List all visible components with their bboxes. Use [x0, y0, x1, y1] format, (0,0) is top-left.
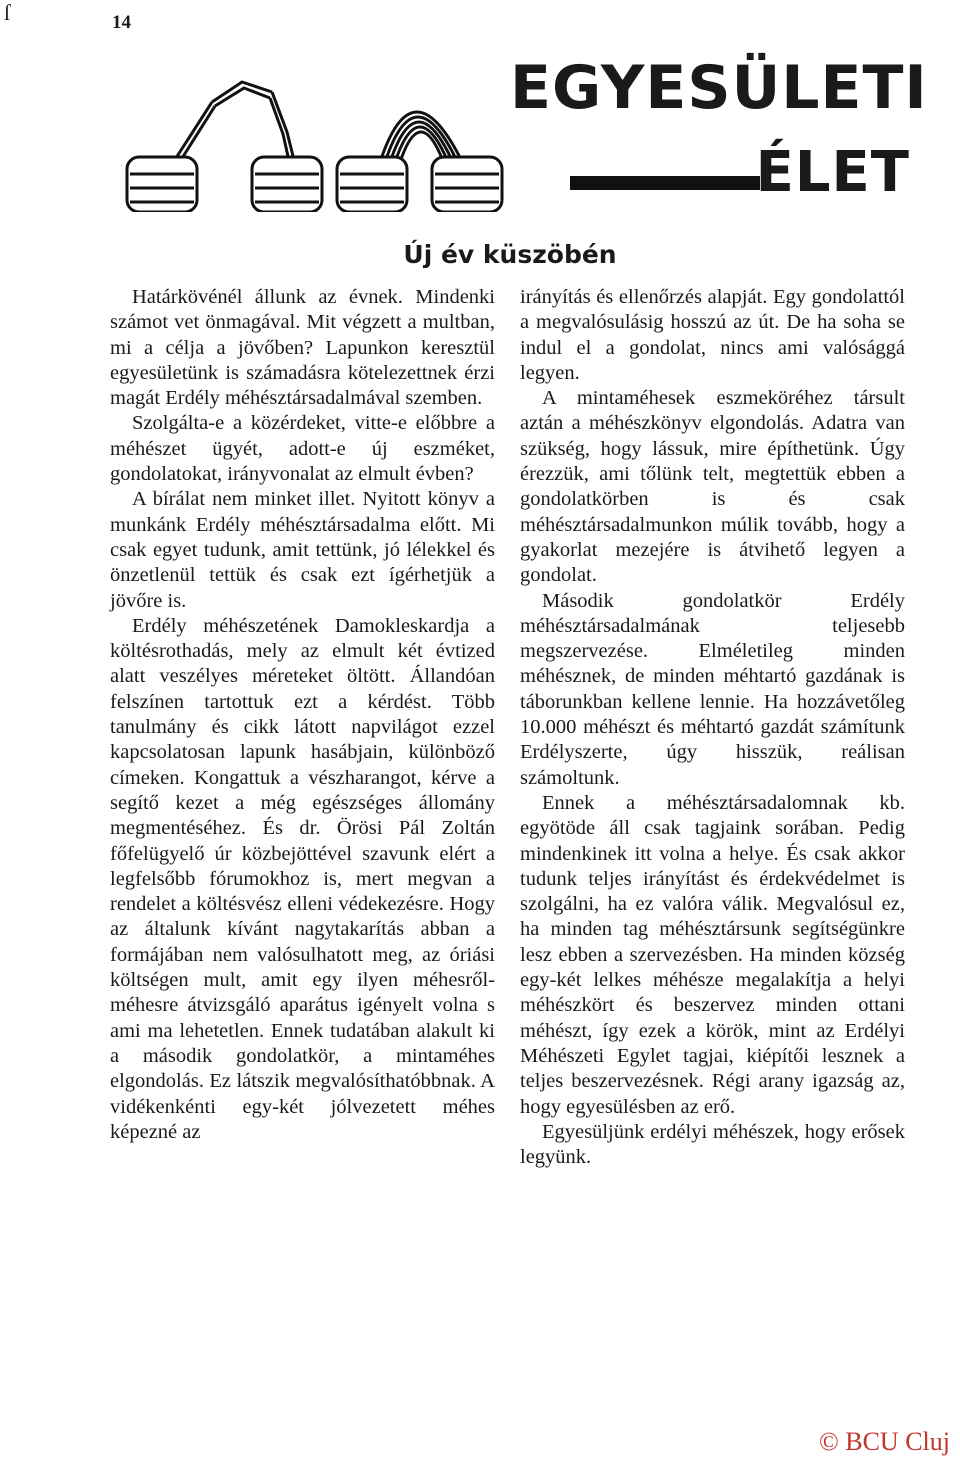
section-title-line-2-wrap — [570, 140, 910, 205]
section-title-line-2: ÉLET — [755, 140, 910, 205]
section-title-line-1: EGYESÜLETI — [510, 53, 928, 123]
paragraph: Egyesüljünk erdélyi méhészek, hogy erősek legyünk. — [520, 1120, 905, 1169]
paragraph: Erdély méhészetének Damokleskardja a költésrothadás, mely az elmult két évtized alatt veszélyes méreteket öltött. Állandóan felszínen tartottuk ezt a kérdést. Több tanulmány és cikk látott napvilágot ezzel kapcsolatosan lapunk hasábjain, különböző címeken. Kongattuk a vészharangot, kérve a segítő kezet a még egészséges állomány megmentéséhez. És dr. Örösi Pál Zoltán főfelügyelő úr közbejöttével szavunk elért a legfelsőbb fórumokhoz is, mert megvan a rendelet a költésvész elleni védekezésre. Hogy az általunk kívánt nagytakarítás abban a formájában nem valósulhatott meg, az óriási költségen mult, amit egy ilyen méhesről-méhesre átvizsgáló aparátus igényelt volna s ami ma lehetetlen. Ennek tudatában alakult ki a második gondolatkör, a mintaméhes elgondolás. Ez látszik megvalósíthatóbbnak. A vidékenkénti egy-két jólvezetett méhes képezné az — [110, 614, 495, 1143]
paragraph: irányítás és ellenőrzés alapját. Egy gondolattól a megvalósulásig hosszú az út. De ha soha se indul el a gondolat, nincs ami valósággá legyen. — [520, 286, 905, 384]
paragraph: Ennek a méhésztársadalomnak kb. egyötöde áll csak tagjaink sorában. Pedig mindenkinek itt volna a helye. És csak akkor tudunk teljes irányítást és érdekvédelmet is szolgálni, ha ez valóra válik. Megvalósul ez, ha minden tag méhésztársunk segítségünkre lesz ebben a szervezésben. Ha minden község egy-két lelkes méhésze megalakítja a helyi méhészkört és beszervez minden ottani méhészt, így ezek a körök, mint az Erdélyi Méhészeti Egylet tagjai, kiépítői lesznek a teljes beszervezésnek. Régi arany igazság az, hogy egyesülésben az erő. — [520, 791, 905, 1118]
paragraph: A bírálat nem minket illet. Nyitott könyv a munkánk Erdély méhésztársadalma előtt. Mi csak egyet tudunk, amit tettünk, jó lélekkel és önzetlenül tettük és csak ezt ígérhetjük a jövőre is. — [110, 488, 495, 612]
article-column-right — [520, 285, 905, 1170]
scan-mark: ſ — [4, 0, 11, 25]
article-column-left — [110, 285, 495, 1145]
copyright-watermark: © BCU Cluj — [818, 1427, 950, 1456]
paragraph: Határkövénél állunk az évnek. Mindenki számot vet önmagával. Mit végzett a multban, mi a célja a jövőben? Lapunkon keresztül egyesületünk is számadásra kötelezettnek érzi magát Erdély méhésztársadalmával szemben. — [110, 286, 495, 410]
article-title: Új év küszöbén — [403, 240, 617, 269]
paragraph: Második gondolatkör Erdély méhésztársadalmának teljesebb megszervezése. Elméletileg minden méhésznek, de minden méhtartó gazdának is táborunkban kellene lennie. Ha hozzávetőleg 10.000 méhészt és méhtartó gazdát számítunk Erdélyszerte, úgy hisszük, reálisan számoltunk. — [520, 589, 905, 789]
title-rule — [570, 176, 760, 190]
page-number: 14 — [112, 12, 131, 33]
handshake-illustration — [112, 62, 512, 212]
paragraph: A mintaméhesek eszmeköréhez társult aztán a méhészkönyv elgondolás. Adatra van szükség, hogy lássuk, mire építhetünk. Úgy érezzük, ami tőlünk telt, megtettük ebben a gondolatkörben is és csak méhésztársadalmunkon múlik tovább, hogy a gyakorlat mezejére is átvihető legyen a gondolat. — [520, 387, 905, 587]
paragraph: Szolgálta-e a közérdeket, vitte-e előbbre a méhészet ügyét, adott-e új eszméket, gondolatokat, irányvonalat az elmult évben? — [110, 412, 495, 486]
